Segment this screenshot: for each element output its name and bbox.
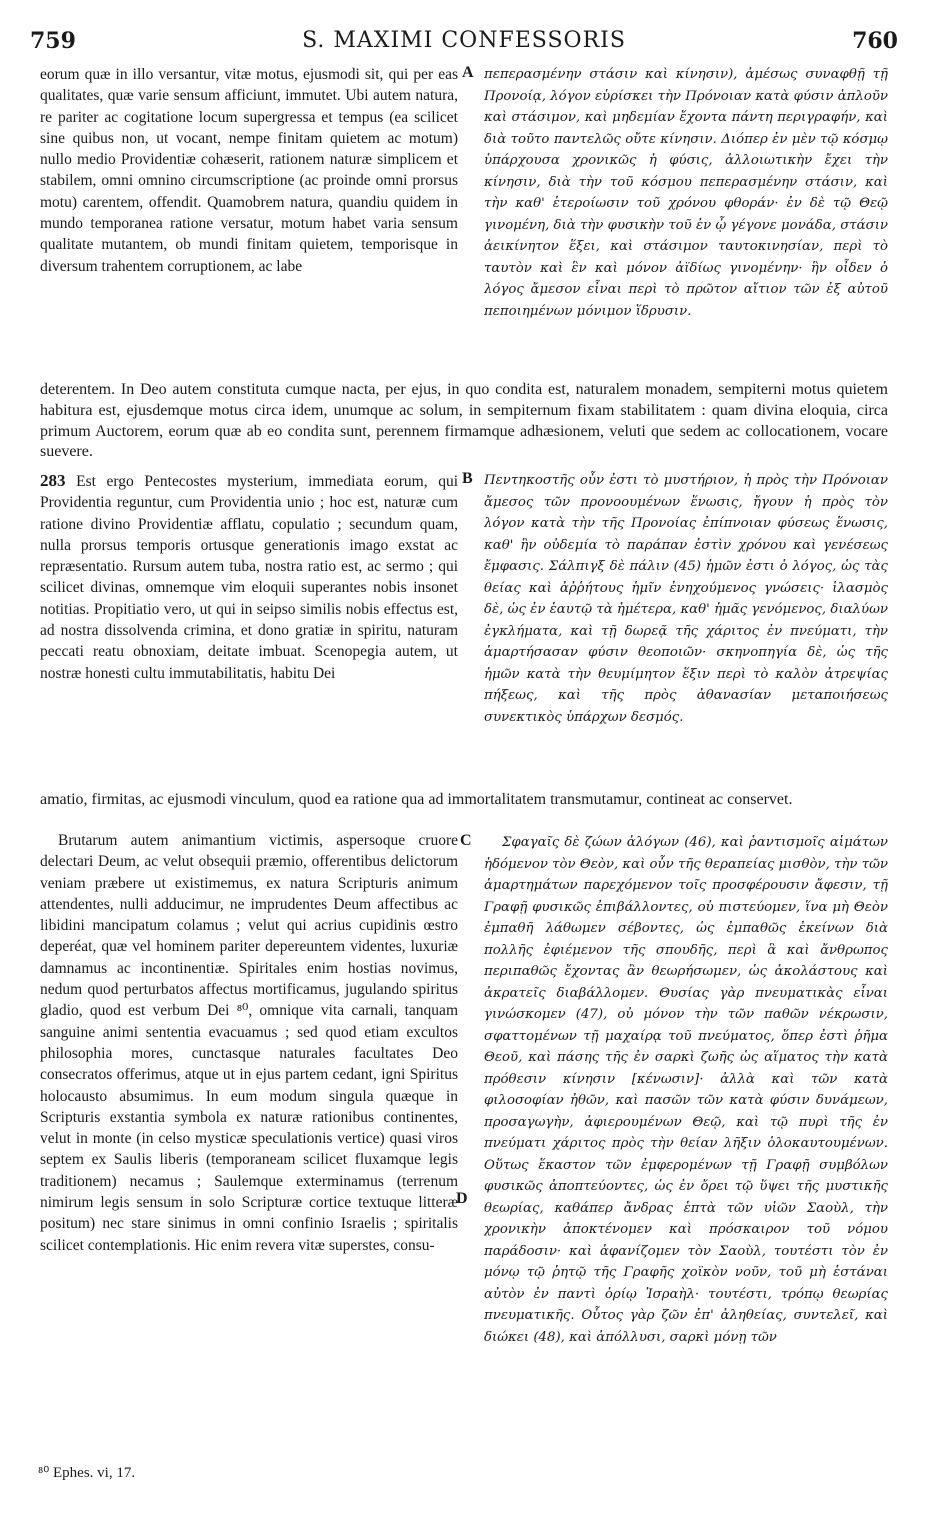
greek-column-1: πεπερασμένην στάσιν καὶ κίνησιν), ἀμέσως συναφθῇ τῇ Προνοίᾳ, λόγον εὑρίσκει τὴν Πρόνοιαν κατὰ φύσιν ἁπλοῦν καὶ στάσιμον, καὶ μηδεμίαν ἔχοντα πάντη περιγραφήν, καὶ διὰ τοῦτο παντελῶς οὔτε κίνησιν. Διόπερ ἐν μὲν τῷ κόσμῳ ὑπάρχουσα χρονικῶς ἡ φύσις, ἀλλοιωτικὴν ἔχει τὴν κίνησιν, διὰ τὴν τοῦ κόσμου πεπερασμένην στάσιν, καὶ τὴν καθ' ἑτεροίωσιν τοῦ χρόνου φθοράν· ἐν δὲ τῷ Θεῷ γινομένη, διὰ τὴν φυσικὴν τοῦ ἐν ᾧ γέγονε μονάδα, στάσιν ἀεικίνητον ἕξει, καὶ στάσιμον ταυτοκινησίαν, περὶ τὸ ταυτὸν καὶ ἓν καὶ μόνον ἀϊδίως γινομένην· ἣν οἶδεν ὁ λόγος ἄμεσον εἶναι περὶ τὸ πρῶτον αἴτιον τῶν ἐξ αὐτοῦ πεποιημένων μόνιμον ἵδρυσιν. [484,67,888,319]
footnote: ⁸⁰ Ephes. vi, 17. [38,1465,136,1481]
margin-marker-b: B [462,470,473,487]
margin-marker-a: A [462,64,474,81]
page-number-right: 760 [852,28,898,54]
margin-marker-d: D [456,1190,468,1207]
full-width-paragraph-1: deterentem. In Deo autem constituta cumque nacta, per ejus, in quo condita est, naturalem monadem, sempiterni motus quietem habitura est, ejusdemque motus circa idem, unumque ac solum, in sempiternum fixam stabilitatem : quam divina eloquia, circa primum Auctorem, eorum quæ ab eo condita sunt, perennem firmamque adhæsionem, veluti que sedem ac collocationem, vocare suevere. [40,381,888,461]
greek-column-3: Σφαγαῖς δὲ ζώων ἀλόγων (46), καὶ ῥαντισμοῖς αἱμάτων ἡδόμενον τὸν Θεὸν, καὶ οὖν τῆς θεραπείας μισθὸν, τὴν τῶν ἁμαρτημάτων παρεχόμενον τοῖς προσφέρουσιν ἄφεσιν, τῇ Γραφῇ φυσικῶς ἐπιβάλλοντες, οὐ πιστεύομεν, ἵνα μὴ Θεὸν ἐμπαθῆ λάθωμεν σέβοντες, ὡς ἐμπαθῶς ἐκείνων διὰ πολλῆς ἐφιέμενον τῆς σπουδῆς, περὶ ἃ καὶ ἄνθρωπος περιπαθῶς ἔχοντας ἂν θεωρήσωμεν, ὡς ἀκολάστους καὶ ἀκρατεῖς διαβάλλομεν. Θυσίας γὰρ πνευματικὰς εἶναι γινώσκομεν (47), οὐ μόνον τὴν τῶν παθῶν νέκρωσιν, σφαττομένων τῇ μαχαίρᾳ τοῦ πνεύματος, ὅπερ ἐστὶ ῥῆμα Θεοῦ, καὶ πάσης τῆς ἐν σαρκὶ ζωῆς ὡς αἵματος τὴν κατὰ πρόθεσιν κίνησιν [κένωσιν]· ἀλλὰ καὶ τῶν κατὰ φιλοσοφίαν ἠθῶν, καὶ πασῶν τῶν κατὰ φύσιν δυνάμεων, προσαγωγὴν, ἀφιερουμένων Θεῷ, καὶ τῷ πυρὶ τῆς ἐν πνεύματι χάριτος πρὸς τὴν θείαν λῆξιν ὁλοκαυτουμένων. Οὕτως ἕκαστον τῶν ἐμφερομένων τῇ Γραφῇ συμβόλων φυσικῶς ἀποπτεύοντες, ὡς ἐν ὄρει τῷ ὕψει τῆς μυστικῆς θεωρίας, καθάπερ ἄνδρας ἑπτὰ τῶν υἱῶν Σαοὺλ, τὴν χρονικὴν ἀποκτένομεν καὶ πρόσκαιρον τοῦ νόμου παράδοσιν· καὶ ἀφανίζομεν τὸν Σαοὺλ, τουτέστι τὸν ἐν μόνῳ τῷ ῥητῷ τῆς Γραφῆς χοϊκὸν νοῦν, τοῦ μὴ ἑστάναι αὐτὸν ἐν παντὶ ὁρίῳ Ἰσραὴλ· τουτέστι, τρόπῳ θεωρίας πνευματικῆς. Οὗτος γὰρ ζῶν ἐπ' ἀληθείας, συντελεῖ, καὶ διώκει (48), καὶ ἀπόλλυσι, σαρκὶ μόνῃ τῶν [484,835,888,1345]
margin-marker-c: C [460,832,472,849]
full-width-paragraph-2: amatio, firmitas, ac ejusmodi vinculum, quod ea ratione qua ad immortalitatem transmutamur, contineat ac conservet. [40,791,793,808]
page-number-left: 759 [30,28,76,54]
latin-column-2 [40,470,458,792]
greek-column-2: Πεντηκοστῆς οὖν ἐστι τὸ μυστήριον, ἡ πρὸς τὴν Πρόνοιαν ἄμεσος τῶν προνοουμένων ἕνωσις, ἤγουν ἡ πρὸς τὸν λόγον κατὰ τὴν τῆς Προνοίας ἐπίπνοιαν φύσεως ἕνωσις, καθ' ἣν οὐδεμία τὸ παράπαν ἐστὶν χρόνου καὶ γενέσεως ἔμφασις. Σάλπιγξ δὲ πάλιν (45) ἡμῶν ἐστι ὁ λόγος, ὡς τὰς θείας καὶ ἀῤῥήτους ἡμῖν ἐνηχούμενος γνώσεις· ἱλασμὸς δὲ, ὡς ἐν ἑαυτῷ τὰ ἡμέτερα, καθ' ἡμᾶς γενόμενος, διαλύων ἐγκλήματα, καὶ τῇ δωρεᾷ τῆς χάριτος ἐν πνεύματι, τὴν ἁμαρτήσασαν φύσιν θεοποιῶν· σκηνοπηγία δὲ, ὡς τῆς ἡμῶν κατὰ τὴν θευμίμητον ἕξιν περὶ τὸ καλὸν ἀτρεψίας πήξεως, καὶ τῆς πρὸς ἀθανασίαν μεταποιήσεως συνεκτικὸς ὑπάρχων δεσμός. [484,473,888,725]
section-number: 283 [40,471,66,490]
latin-column-1: eorum quæ in illo versantur, vitæ motus, ejusmodi sit, qui per eas qualitates, quæ varie sensum afficiunt, immutet. Ubi autem natura, re pariter ac cogitatione locum supergressa et tempus (ea scilicet sine quibus non, ut vocant, nempe finitam quietem ac motum) nullo medio Providentiæ cohæserit, rationem naturæ simplicem et stabilem, omni omnino circumscriptione (ac proinde omni prorsus motu) carentem, offendit. Quamobrem natura, quandiu quidem in mundo temporanea ratione versatur, motum habet varia sensum qualitate mutantem, ob mundi finitam quietem, temporisque in diversum trahentem corruptionem, ac labe [40,66,458,275]
latin-column-3: Brutarum autem animantium victimis, aspersoque cruore delectari Deum, ac velut obsequii præmio, offerentibus delictorum veniam præbere ut existimemus, ex natura Scripturis animum attendentes, nulli adducimur, ne imprudentes Deum affectibus ac libidini mancipatum colamus ; velut qui acrius cupidinis œstro deperéat, quæ vel hominem pariter depereuntem videntes, luxuriæ damnamus ac incontinentiæ. Spiritales enim hostias novimus, nedum quod perturbatos affectus mortificamus, jugulando spiritus gladio, quod est verbum Dei ⁸⁰, omnique vita carnali, tanquam sanguine animi sententia evacuamus ; sed quod etiam excultos philosophia mores, cunctasque naturales facultates Deo consecratos offerimus, atque ut in ejus partem cedant, igni Spiritus holocausto absumimus. In eum modum singula quæque in Scripturis exstantia symbola ex naturæ rationibus continentes, velut in monte (in celso mysticæ speculationis vertice) quasi viros septem ex Saulis liberis (temporaneam scilicet fluxamque legis traditionem) necamus ; Saulemque exterminamus (terrenum nimirum legis sensum in solo Scripturæ corticе textuque litteræ positum) nec stare sinimus in omni confinio Israelis ; spiritalis scilicet contemplationis. Hic enim revera vitæ superstes, consu- [40,832,458,1254]
running-header [30,28,898,58]
running-title: S. MAXIMI CONFESSORIS [302,28,626,53]
latin-column-2-text: Est ergo Pentecostes mysterium, immediata eorum, qui Providentia reguntur, cum Providentia unio ; hoc est, naturæ cum ratione divino Providentiæ afflatu, copulatio ; secundum quam, nulla prorsus temporis ortusque generationis imago exstat ac repræsentatio. Rursum autem tuba, nostra ratio est, ac sermo ; qui scilicet divinas, omnemque vim eloquii superantes nobis insonet notitias. Propitiatio vero, ut qui in seipso similis nobis effectus est, ad nostra dissolvenda crimina, et dono gratiæ in spiritu, naturam peccati reatu obnoxiam, deitate imbuat. Scenopegia autem, ut nostræ honesti cultu immutabilitatis, habitu Dei [40,473,458,682]
